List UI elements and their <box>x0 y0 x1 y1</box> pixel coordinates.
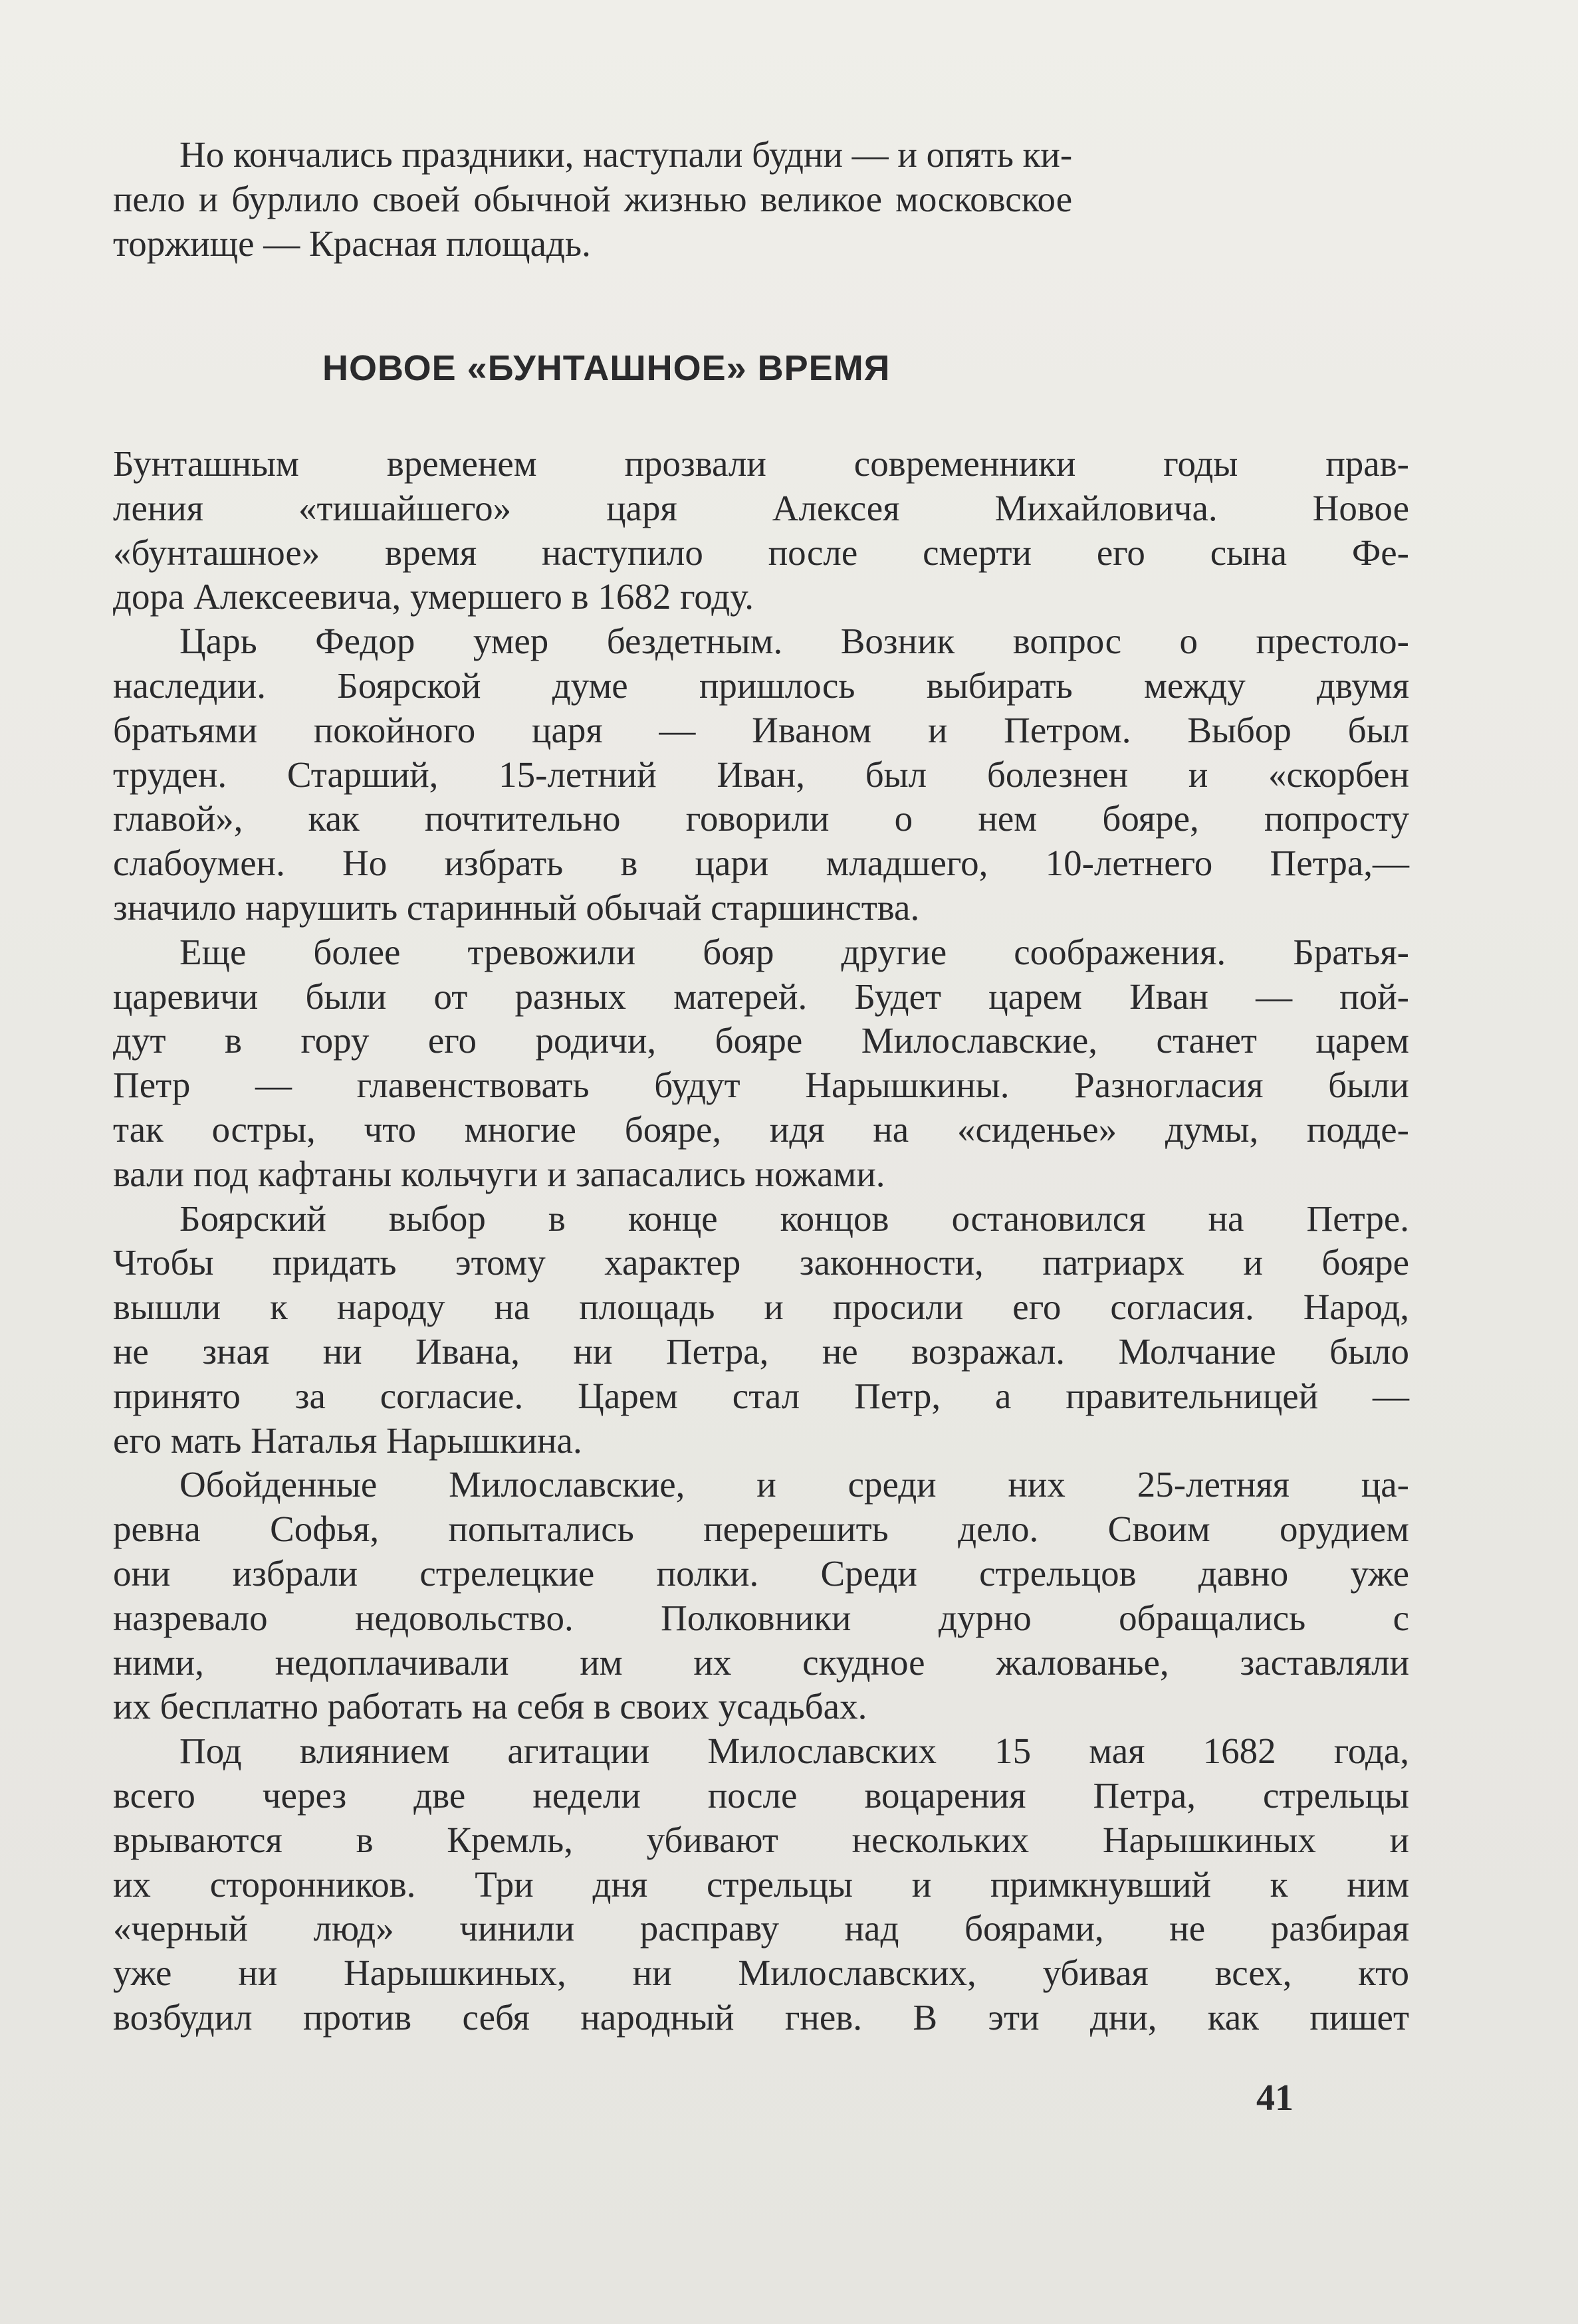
paragraph-3 <box>113 930 1409 1197</box>
text-line: пело и бурлило своей обычной жизнью великое московское <box>113 178 1073 219</box>
text-line: Обойденные Милославские, и среди них 25-летняя ца- <box>179 1464 1409 1505</box>
text-line: не зная ни Ивана, ни Петра, не возражал. Молчание было <box>113 1330 1409 1372</box>
text-line: врываются в Кремль, убивают нескольких Нарышкиных и <box>113 1819 1409 1860</box>
text-line: наследии. Боярской думе пришлось выбирать между двумя <box>113 665 1409 706</box>
text-line: Царь Федор умер бездетным. Возник вопрос о престоло- <box>179 621 1409 662</box>
text-line: главой», как почтительно говорили о нем бояре, попросту <box>113 798 1409 839</box>
text-line: ними, недоплачивали им их скудное жалованье, заставляли <box>113 1641 1409 1683</box>
page-number: 41 <box>1256 2077 1294 2119</box>
text-line: дора Алексеевича, умершего в 1682 году. <box>113 576 754 617</box>
text-line: слабоумен. Но избрать в цари младшего, 10-летнего Петра,— <box>113 843 1409 884</box>
text-line: «черный люд» чинили расправу над боярами, не разбирая <box>113 1908 1409 1949</box>
text-line: дут в гору его родичи, бояре Милославские, станет царем <box>113 1020 1409 1061</box>
text-line: Боярский выбор в конце концов остановился на Петре. <box>179 1198 1409 1239</box>
intro-text <box>113 133 1072 266</box>
text-line: их сторонников. Три дня стрельцы и примкнувший к ним <box>113 1863 1409 1905</box>
text-line: возбудил против себя народный гнев. В эти дни, как пишет <box>113 1996 1409 2038</box>
text-line: значило нарушить старинный обычай старшинства. <box>113 887 920 928</box>
paragraph-6 <box>113 1729 1409 2040</box>
text-line: царевичи были от разных матерей. Будет царем Иван — пой- <box>113 976 1409 1017</box>
text-line: они избрали стрелецкие полки. Среди стрельцов давно уже <box>113 1552 1409 1594</box>
text-line: ления «тишайшего» царя Алексея Михайловича. Новое <box>113 487 1409 528</box>
text-line: назревало недовольство. Полковники дурно обращались с <box>113 1597 1409 1638</box>
text-line: братьями покойного царя — Иваном и Петром. Выбор был <box>113 709 1409 750</box>
text-line: вышли к народу на площадь и просили его согласия. Народ, <box>113 1287 1409 1328</box>
text-line: Петр — главенствовать будут Нарышкины. Разногласия были <box>113 1065 1409 1106</box>
text-line: их бесплатно работать на себя в своих усадьбах. <box>113 1686 867 1727</box>
paragraph-4 <box>113 1197 1409 1463</box>
text-line: Но кончались праздники, наступали будни — и опять ки- <box>179 134 1073 175</box>
text-line: уже ни Нарышкиных, ни Милославских, убивая всех, кто <box>113 1953 1409 1994</box>
text-line: торжище — Красная площадь. <box>113 223 591 264</box>
text-line: Бунташным временем прозвали современники годы прав- <box>113 443 1409 484</box>
intro-paragraph <box>113 133 1072 266</box>
text-line: труден. Старший, 15-летний Иван, был болезнен и «скорбен <box>113 754 1409 795</box>
text-line: вали под кафтаны кольчуги и запасались ножами. <box>113 1153 885 1194</box>
text-line: так остры, что многие бояре, идя на «сиденье» думы, подде- <box>113 1109 1409 1150</box>
text-line: Чтобы придать этому характер законности, патриарх и бояре <box>113 1242 1409 1283</box>
section-heading: НОВОЕ «БУНТАШНОЕ» ВРЕМЯ <box>322 348 891 388</box>
text-line: его мать Наталья Нарышкина. <box>113 1420 582 1461</box>
text-line: Еще более тревожили бояр другие соображения. Братья- <box>179 931 1409 972</box>
paragraph-2 <box>113 619 1409 930</box>
text-line: всего через две недели после воцарения Петра, стрельцы <box>113 1774 1409 1816</box>
text-line: Под влиянием агитации Милославских 15 мая 1682 года, <box>179 1731 1409 1772</box>
text-line: принято за согласие. Царем стал Петр, а правительницей — <box>113 1375 1409 1416</box>
paragraph-5 <box>113 1463 1409 1729</box>
text-line: «бунташное» время наступило после смерти его сына Фе- <box>113 532 1409 573</box>
paragraph-1 <box>113 442 1409 619</box>
section-body <box>113 442 1409 2040</box>
text-line: ревна Софья, попытались перерешить дело. Своим орудием <box>113 1509 1409 1550</box>
